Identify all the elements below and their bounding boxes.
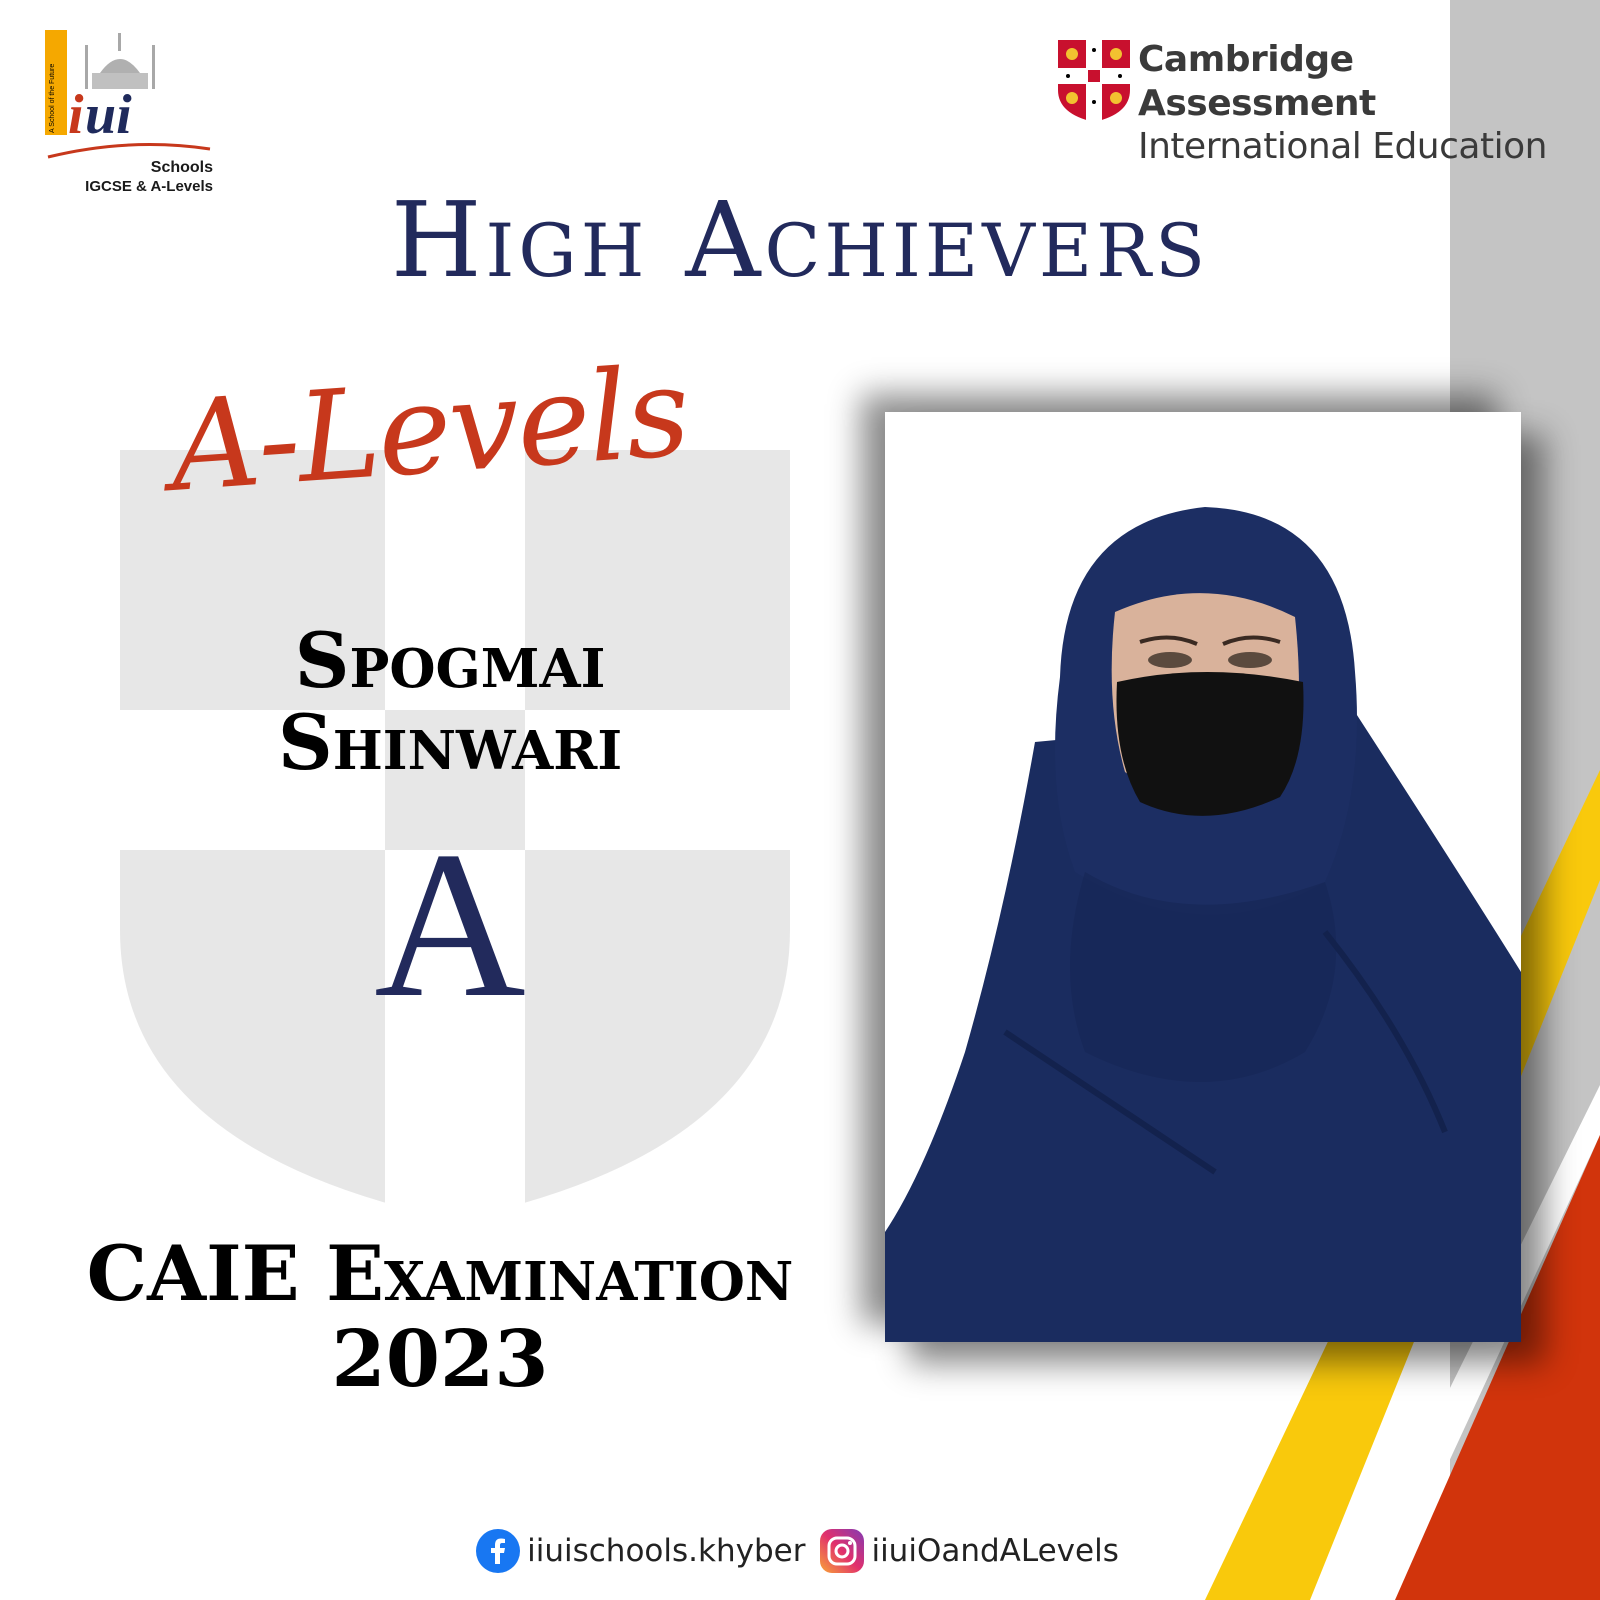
social-links [0,1526,1600,1576]
level-title: A-Levels [165,340,693,520]
student-grade: A [374,809,526,1041]
student-portrait-illustration [885,412,1521,1342]
facebook-icon [475,1528,521,1574]
student-photo [885,412,1521,1342]
logo-tagline: A School of the Future [49,63,56,133]
exam-name: CAIE Examination [86,1229,794,1318]
instagram-icon [819,1528,865,1574]
svg-text:ui: ui [85,84,132,146]
svg-text:i: i [68,84,84,146]
cambridge-wordmark [1138,38,1600,168]
cambridge-line1: Cambridge Assessment [1138,39,1376,124]
logo-line-schools: Schools [150,159,213,176]
facebook-link[interactable] [475,1528,805,1574]
student-name [200,616,700,787]
instagram-link[interactable] [819,1528,1118,1574]
student-last-name: Shinwari [277,698,623,787]
facebook-handle: iiuischools.khyber [527,1533,806,1569]
student-first-name: Spogmai [294,616,606,705]
exam-year: 2023 [331,1314,549,1405]
page-title: High Achievers [390,179,1210,301]
cambridge-shield-icon [1058,40,1130,122]
instagram-handle: iiuiOandALevels [871,1533,1119,1569]
logo-line-programs: IGCSE & A-Levels [85,178,213,195]
cambridge-line2: International Education [1138,126,1547,167]
